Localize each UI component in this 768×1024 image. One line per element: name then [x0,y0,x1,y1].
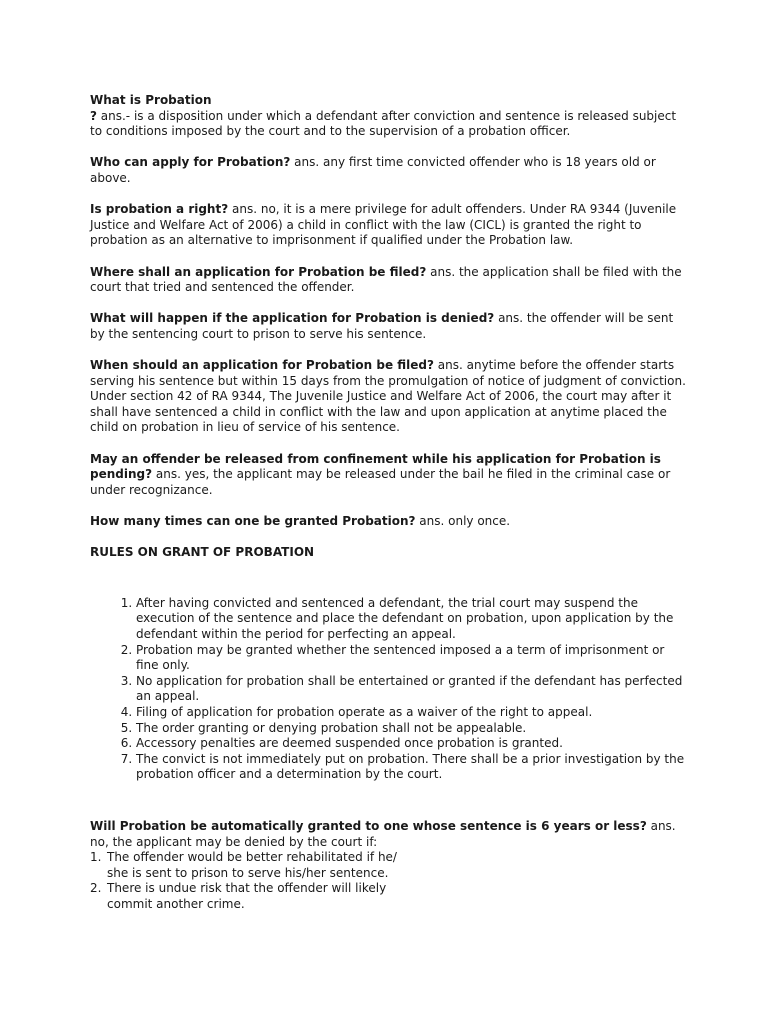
qa-block [90,452,690,499]
document-content [90,93,690,913]
final-answer: ans. no, the applicant may be denied by the court if: [90,818,676,849]
question: May an offender be released from confinement while his application for Probation is pending? [90,451,661,482]
question: Is probation a right? [90,202,229,217]
question: What will happen if the application for Probation is denied? [90,311,495,326]
condition-number: 2. [90,881,102,896]
question: How many times can one be granted Probation? [90,514,416,529]
condition-item [90,850,690,881]
answer: ans. only once. [415,514,511,529]
intro-title: What is Probation [90,93,212,107]
intro-answer: ans.- is a disposition under which a defendant after conviction and sentence is released subject to conditions imposed by the court and to the supervision of a probation officer. [90,108,677,139]
condition-number: 1. [90,850,102,865]
condition-text: There is undue risk that the offender will likely commit another crime. [107,881,387,911]
rule-item: 5. The order granting or denying probation shall not be appealable. [136,721,690,737]
answer: ans. yes, the applicant may be released under the bail he filed in the criminal case or under recognizance. [90,467,671,497]
rule-item: 1. After having convicted and sentenced a defendant, the trial court may suspend the execution of the sentence and place the defendant on probation, upon application by the defendant within the period for perfecting an appeal. [136,596,690,643]
answer: ans. any first time convicted offender who is 18 years old or above. [90,155,656,185]
rules-heading: RULES ON GRANT OF PROBATION [90,545,315,560]
answer: ans. anytime before the offender starts serving his sentence but within 15 days from the promulgation of notice of judgment of conviction. Under section 42 of RA 9344, The Juvenile Justice and Welfare Act of 2006, the court may after it shall have sentenced a child in conflict with the law and upon application at anytime placed the child on probation in lieu of service of his sentence. [90,358,686,435]
qa-block [90,514,690,530]
final-qa-paragraph [90,819,690,850]
final-question: Will Probation be automatically granted to one whose sentence is 6 years or less? [90,818,647,833]
question: When should an application for Probation be filed? [90,358,434,373]
condition-item [90,881,690,912]
final-qa-block [90,819,690,913]
question: Who can apply for Probation? [90,155,291,170]
answer: ans. the application shall be filed with the court that tried and sentenced the offender. [90,264,682,295]
rule-item: 2. Probation may be granted whether the sentenced imposed a a term of imprisonment or fine only. [136,643,690,674]
rule-item: 6. Accessory penalties are deemed suspended once probation is granted. [136,736,690,752]
qa-block [90,358,690,436]
qa-block [90,265,690,296]
rule-item: 3. No application for probation shall be entertained or granted if the defendant has perfected an appeal. [136,674,690,705]
answer: ans. no, it is a mere privilege for adult offenders. Under RA 9344 (Juvenile Justice and Welfare Act of 2006) a child in conflict with the law (CICL) is granted the right to probation as an alternative to imprisonment if qualified under the Probation law. [90,202,677,248]
intro-question-mark: ? [90,108,97,123]
answer: ans. the offender will be sent by the sentencing court to prison to serve his sentence. [90,311,674,341]
rules-list [90,596,690,783]
qa-block [90,202,690,249]
question: Where shall an application for Probation be filed? [90,264,427,279]
qa-block [90,155,690,186]
rule-item: 7. The convict is not immediately put on probation. There shall be a prior investigation by the probation officer and a determination by the court. [136,752,690,783]
condition-text: The offender would be better rehabilitated if he/ she is sent to prison to serve his/her sentence. [107,850,397,880]
rule-item: 4. Filing of application for probation operate as a waiver of the right to appeal. [136,705,690,721]
intro-block [90,93,690,140]
qa-block [90,311,690,342]
